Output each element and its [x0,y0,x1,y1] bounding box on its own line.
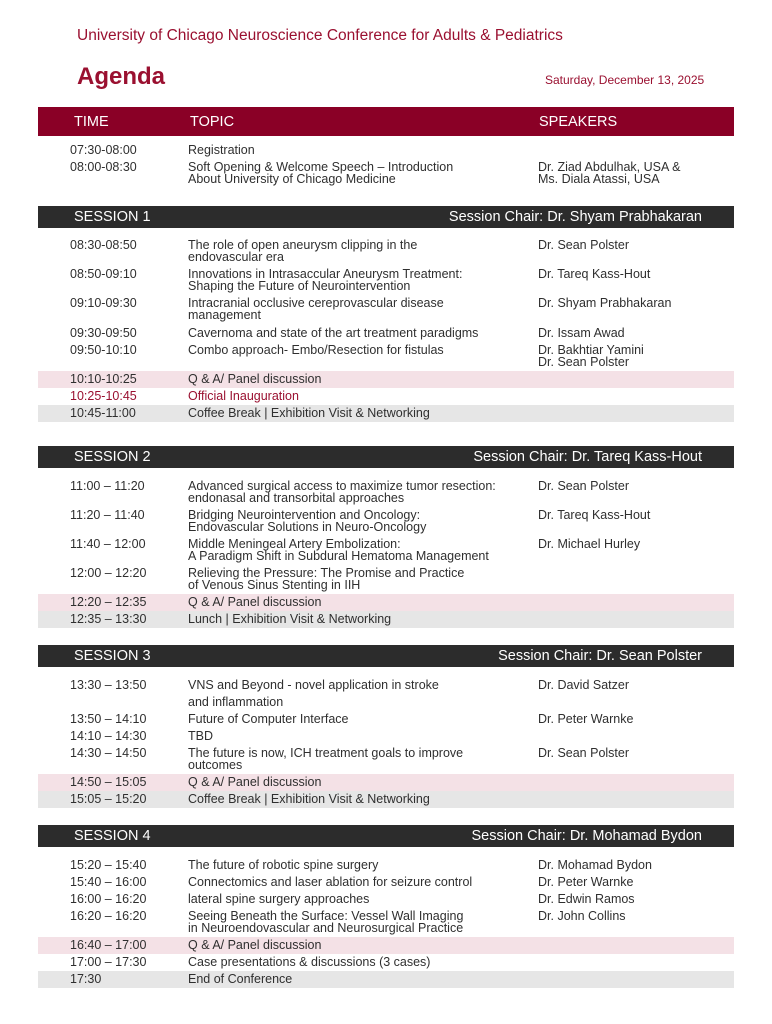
break-row [38,405,734,422]
row-speakers: Dr. Issam Awad [538,326,625,340]
row-speakers: Dr. Sean Polster [538,746,630,760]
row-topic: Intracranial occlusive cereprovascular disease management [188,296,444,322]
row-speakers: Dr. Shyam Prabhakaran [538,296,672,310]
row-speakers: Dr. Tareq Kass-Hout [538,508,651,522]
row-topic: VNS and Beyond - novel application in stroke [188,678,439,692]
session-name: SESSION 3 [74,648,151,664]
row-time: 12:35 – 13:30 [70,612,147,626]
row-speakers: Dr. John Collins [538,909,626,923]
agenda-row [38,694,734,711]
row-speakers: Dr. David Satzer [538,678,630,692]
row-time: 13:50 – 14:10 [70,712,147,726]
agenda-row [38,891,734,908]
column-header-topic: TOPIC [190,114,235,130]
row-topic: Q & A/ Panel discussion [188,372,322,386]
session-name: SESSION 4 [74,828,151,844]
row-speakers: Dr. Edwin Ramos [538,892,635,906]
row-speakers: Dr. Peter Warnke [538,712,634,726]
row-time: 16:00 – 16:20 [70,892,147,906]
session-1-header [38,206,734,228]
agenda-row [38,536,734,563]
row-topic: Future of Computer Interface [188,712,349,726]
row-topic: Advanced surgical access to maximize tumor resection: endonasal and transorbital approaches [188,479,496,505]
row-topic: Q & A/ Panel discussion [188,775,322,789]
agenda-row [38,677,734,694]
row-topic: Cavernoma and state of the art treatment paradigms [188,326,479,340]
row-topic: Q & A/ Panel discussion [188,938,322,952]
row-time: 10:10-10:25 [70,372,137,386]
row-time: 10:25-10:45 [70,389,137,403]
column-header-speakers: SPEAKERS [539,114,618,130]
row-time: 08:50-09:10 [70,267,137,281]
agenda-row [38,954,734,971]
agenda-row [38,857,734,874]
row-time: 16:20 – 16:20 [70,909,147,923]
qa-row [38,371,734,388]
agenda-row [38,478,734,505]
row-time: 17:00 – 17:30 [70,955,147,969]
agenda-row [38,507,734,534]
qa-row [38,774,734,791]
row-topic: Case presentations & discussions (3 cases) [188,955,431,969]
row-topic: The role of open aneurysm clipping in the endovascular era [188,238,418,264]
row-topic: Coffee Break | Exhibition Visit & Networking [188,406,430,420]
row-time: 16:40 – 17:00 [70,938,147,952]
row-speakers: Dr. Mohamad Bydon [538,858,652,872]
row-time: 09:10-09:30 [70,296,137,310]
row-topic: Combo approach- Embo/Resection for fistulas [188,343,444,357]
conference-title: University of Chicago Neuroscience Conference for Adults & Pediatrics [77,27,563,44]
row-topic: Middle Meningeal Artery Embolization: A Paradigm Shift in Subdural Hematoma Management [188,537,489,563]
agenda-row [38,711,734,728]
agenda-row [38,142,734,159]
row-time: 11:20 – 11:40 [70,508,145,522]
row-topic: The future is now, ICH treatment goals to improve outcomes [188,746,464,772]
agenda-row [38,908,734,935]
row-time: 11:00 – 11:20 [70,479,145,493]
row-time: 08:00-08:30 [70,160,137,174]
row-speakers: Dr. Sean Polster [538,479,630,493]
row-topic: Seeing Beneath the Surface: Vessel Wall Imaging in Neuroendovascular and Neurosurgical Practice [188,909,464,935]
row-time: 12:20 – 12:35 [70,595,147,609]
row-topic: and inflammation [188,695,284,709]
row-time: 14:50 – 15:05 [70,775,147,789]
agenda-row [38,237,734,264]
row-speakers: Dr. Tareq Kass-Hout [538,267,651,281]
row-speakers: Dr. Michael Hurley [538,537,641,551]
qa-row [38,937,734,954]
session-name: SESSION 1 [74,209,151,225]
inauguration-row [38,388,734,405]
row-time: 15:05 – 15:20 [70,792,147,806]
row-time: 13:30 – 13:50 [70,678,147,692]
agenda-row [38,159,734,186]
session-chair: Session Chair: Dr. Tareq Kass-Hout [473,449,702,465]
row-speakers: Dr. Ziad Abdulhak, USA & Ms. Diala Atassi, USA [538,160,681,186]
agenda-row [38,342,734,369]
row-speakers: Dr. Sean Polster [538,238,630,252]
row-time: 14:10 – 14:30 [70,729,147,743]
agenda-row [38,745,734,772]
row-topic: Q & A/ Panel discussion [188,595,322,609]
row-topic: End of Conference [188,972,293,986]
agenda-row [38,266,734,293]
event-date: Saturday, December 13, 2025 [545,73,705,87]
session-name: SESSION 2 [74,449,151,465]
row-speakers: Dr. Peter Warnke [538,875,634,889]
row-topic: Registration [188,143,255,157]
row-topic: The future of robotic spine surgery [188,858,379,872]
row-time: 12:00 – 12:20 [70,566,147,580]
session-3-header [38,645,734,667]
column-header-time: TIME [74,114,109,130]
qa-row [38,594,734,611]
row-time: 09:30-09:50 [70,326,137,340]
break-row [38,791,734,808]
row-time: 15:40 – 16:00 [70,875,147,889]
row-topic: Connectomics and laser ablation for seizure control [188,875,473,889]
row-time: 14:30 – 14:50 [70,746,147,760]
agenda-row [38,325,734,342]
session-chair: Session Chair: Dr. Shyam Prabhakaran [448,209,702,225]
row-topic: lateral spine surgery approaches [188,892,370,906]
row-time: 15:20 – 15:40 [70,858,147,872]
agenda-row [38,874,734,891]
break-row [38,611,734,628]
row-topic: Soft Opening & Welcome Speech – Introduction About University of Chicago Medicine [188,160,454,186]
row-topic: Coffee Break | Exhibition Visit & Networking [188,792,430,806]
row-topic: TBD [188,729,213,743]
row-time: 08:30-08:50 [70,238,137,252]
row-topic: Innovations in Intrasaccular Aneurysm Treatment: Shaping the Future of Neurointervention [188,267,463,293]
session-2-header [38,446,734,468]
row-speakers: Dr. Bakhtiar Yamini Dr. Sean Polster [538,343,644,369]
session-chair: Session Chair: Dr. Sean Polster [498,648,702,664]
end-row [38,971,734,988]
agenda-row [38,565,734,592]
row-time: 07:30-08:00 [70,143,137,157]
row-time: 10:45-11:00 [70,406,136,420]
agenda-row [38,728,734,745]
session-chair: Session Chair: Dr. Mohamad Bydon [471,828,702,844]
column-header-bar [38,107,734,136]
row-topic: Official Inauguration [188,389,299,403]
session-4-header [38,825,734,847]
row-topic: Relieving the Pressure: The Promise and Practice of Venous Sinus Stenting in IIH [188,566,465,592]
row-time: 17:30 [70,972,102,986]
agenda-row [38,295,734,322]
row-time: 09:50-10:10 [70,343,137,357]
page-title: Agenda [77,63,166,90]
row-topic: Bridging Neurointervention and Oncology: Endovascular Solutions in Neuro-Oncology [188,508,427,534]
row-time: 11:40 – 12:00 [70,537,146,551]
row-topic: Lunch | Exhibition Visit & Networking [188,612,392,626]
